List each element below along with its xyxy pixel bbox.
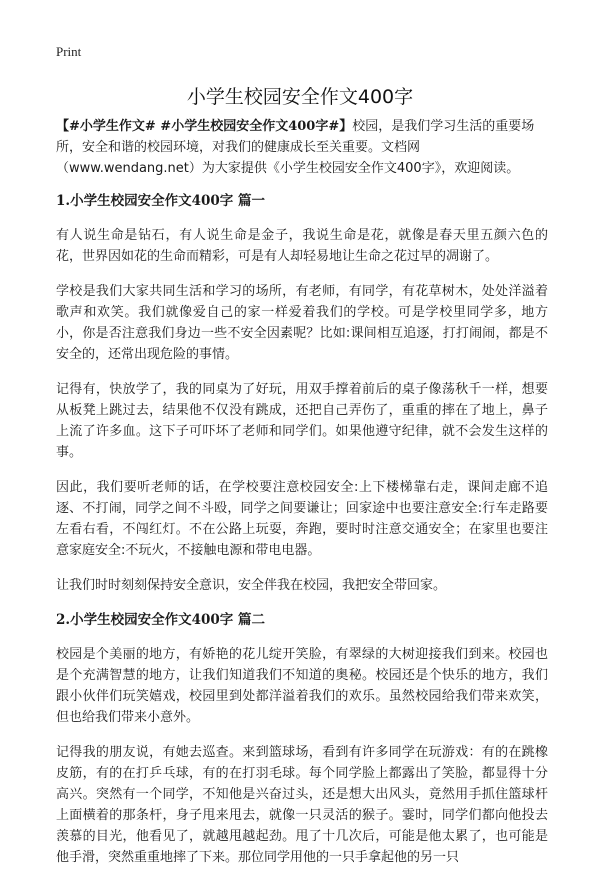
page-title: 小学生校园安全作文400字 <box>186 86 414 108</box>
document-body <box>56 116 548 882</box>
print-label: Print <box>56 44 82 59</box>
intro-paragraph <box>56 116 548 179</box>
intro-tag: 【#小学生作文# #小学生校园安全作文400字#】 <box>56 119 353 134</box>
section-1-paragraph-4: 因此，我们要听老师的话，在学校要注意校园安全:上下楼梯靠右走，课间走廊不追逐、不打闹，同学之间不斗殴，同学之间要谦让；回家途中也要注意安全:行车走路要左看右看，不闯红灯。不在公路上玩耍，奔跑，要时时注意交通安全；在家里也要注意家庭安全:不玩火，不接触电源和带电电器。 <box>56 480 548 558</box>
intro-text: 校园，是我们学习生活的重要场所，安全和谐的校园环境，对我们的健康成长至关重要。文档网（www.wendang.net）为大家提供《小学生校园安全作文400字》，欢迎阅读。 <box>56 119 535 176</box>
section-1-paragraph-3: 记得有，快放学了，我的同桌为了好玩，用双手撑着前后的桌子像荡秋千一样，想要从板凳上跳过去，结果他不仅没有跳成，还把自己弄伤了，重重的摔在了地上，鼻子上流了许多血。这下子可吓坏了老师和同学们。如果他遵守纪律，就不会发生这样的事。 <box>56 382 548 460</box>
section-heading-1: 1.小学生校园安全作文400字 篇一 <box>56 193 265 209</box>
section-heading-2: 2.小学生校园安全作文400字 篇二 <box>56 612 265 628</box>
section-1-paragraph-5: 让我们时时刻刻保持安全意识，安全伴我在校园，我把安全带回家。 <box>56 578 447 593</box>
section-1-paragraph-1: 有人说生命是钻石，有人说生命是金子，我说生命是花，就像是春天里五颜六色的花，世界因如花的生命而精彩，可是有人却轻易地让生命之花过早的凋谢了。 <box>56 228 548 264</box>
section-2-paragraph-2: 记得我的朋友说，有她去巡查。来到篮球场，看到有许多同学在玩游戏：有的在跳橡皮筋，有的在打乒乓球，有的在打羽毛球。每个同学脸上都露出了笑脸，都显得十分高兴。突然有一个同学，不知他是兴奋过头，还是想大出风头，竟然用手抓住篮球杆上面横着的那条杆，身子甩来甩去，就像一只灵活的猴子。霎时，同学们都向他投去羡慕的目光，他看见了，就越甩越起劲。甩了十几次后，可能是他太累了，也可能是他手滑，突然重重地摔了下来。那位同学用他的一只手拿起他的另一只 <box>56 745 548 865</box>
section-1-paragraph-2: 学校是我们大家共同生活和学习的场所，有老师，有同学，有花草树木，处处洋溢着歌声和欢笑。我们就像爱自己的家一样爱着我们的学校。可是学校里同学多，地方小，你是否注意我们身边一些不安全因素呢？比如:课间相互追逐，打打闹闹，都是不安全的，还常出现危险的事情。 <box>56 284 548 362</box>
section-2-paragraph-1: 校园是个美丽的地方，有娇艳的花儿绽开笑脸，有翠绿的大树迎接我们到来。校园也是个充满智慧的地方，让我们知道我们不知道的奥秘。校园还是个快乐的地方，我们跟小伙伴们玩笑嬉戏，校园里到处都洋溢着我们的欢乐。虽然校园给我们带来欢笑，但也给我们带来小意外。 <box>56 647 548 725</box>
